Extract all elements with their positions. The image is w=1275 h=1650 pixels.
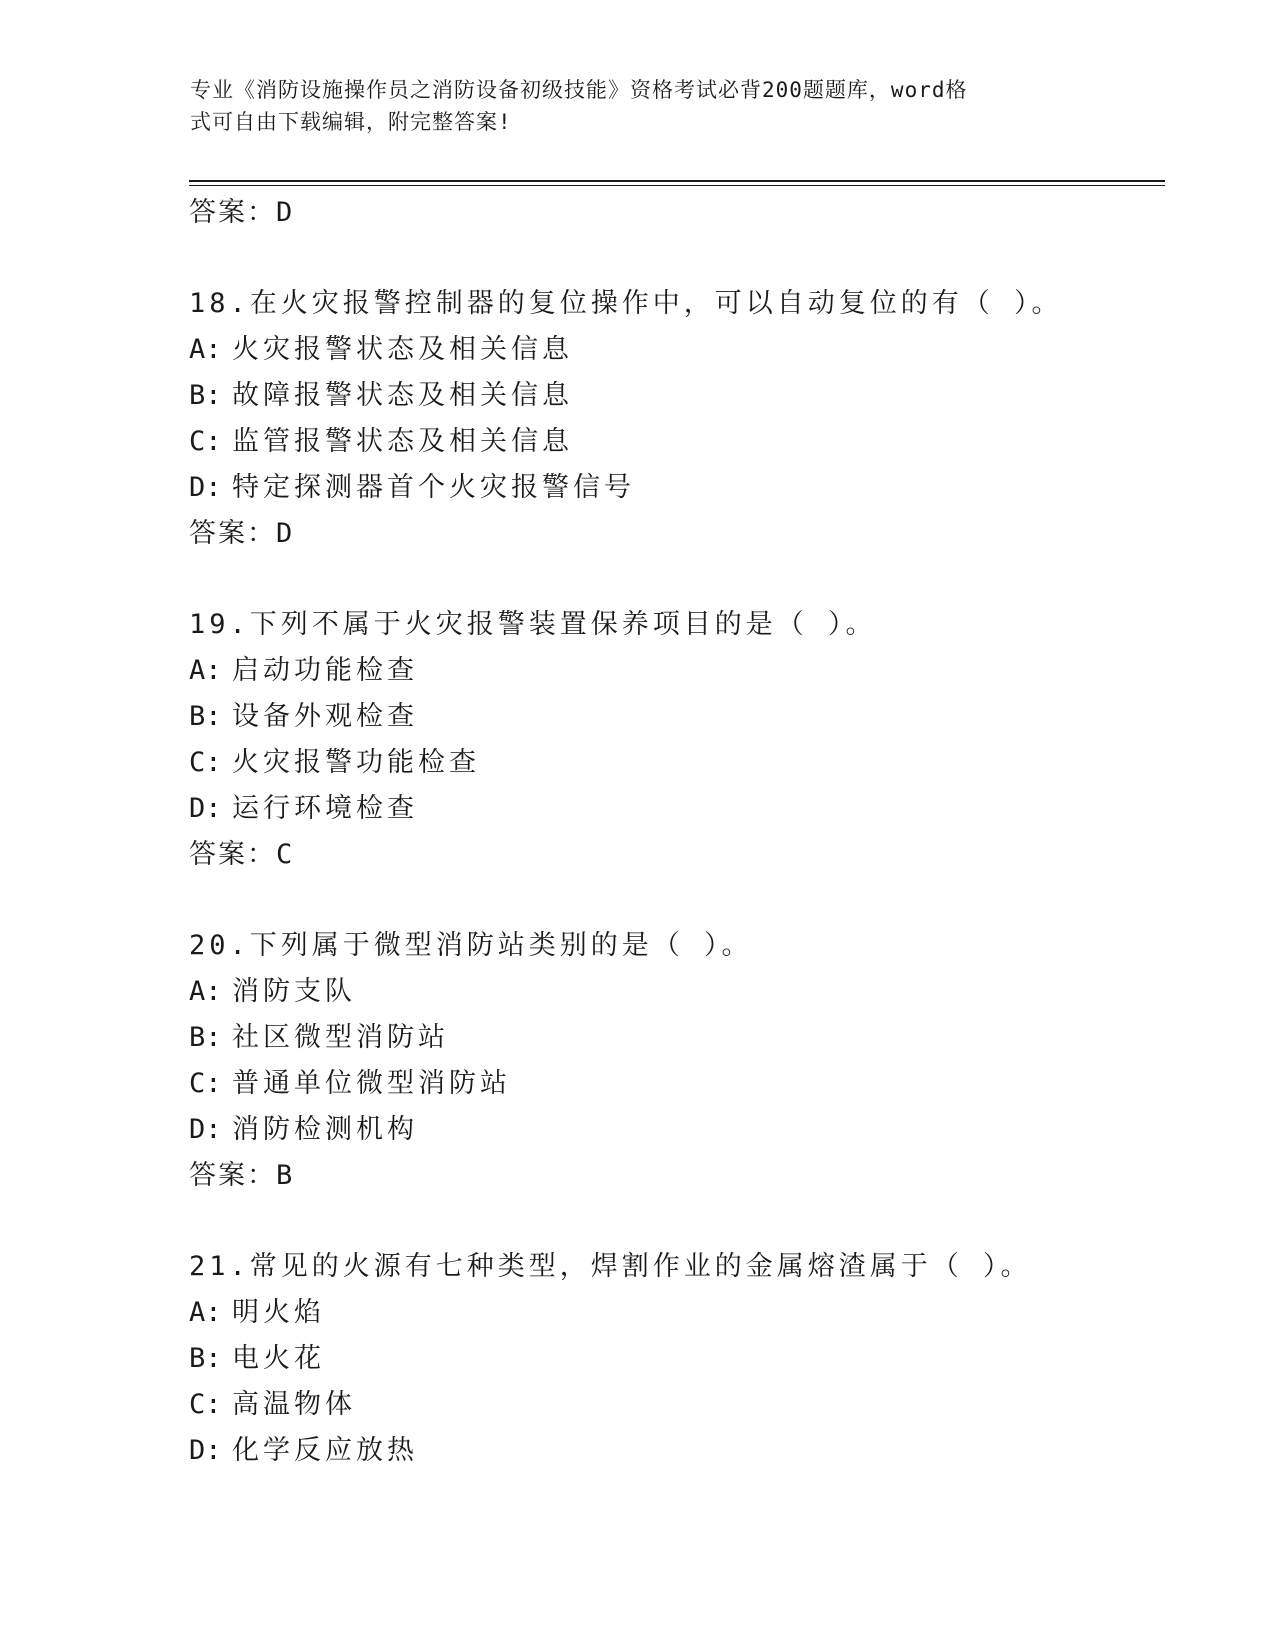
option-c xyxy=(189,419,1169,465)
question-answer xyxy=(189,511,1169,557)
option-c xyxy=(189,740,1169,786)
option-letter: D: xyxy=(189,1114,222,1145)
option-a xyxy=(189,648,1169,694)
option-a xyxy=(189,969,1169,1015)
option-letter: B: xyxy=(189,1022,222,1053)
option-text: 火灾报警状态及相关信息 xyxy=(232,334,573,365)
option-text: 电火花 xyxy=(232,1343,325,1374)
option-a xyxy=(189,327,1169,373)
option-d xyxy=(189,1107,1169,1153)
option-letter: B: xyxy=(189,1343,222,1374)
option-b xyxy=(189,1015,1169,1061)
answer-value: D xyxy=(276,197,295,228)
question-20 xyxy=(189,923,1169,1199)
option-b xyxy=(189,694,1169,740)
option-text: 高温物体 xyxy=(232,1389,356,1420)
answer-value: C xyxy=(276,839,295,870)
option-text: 消防检测机构 xyxy=(232,1114,418,1145)
question-stem: 20.下列属于微型消防站类别的是（ ）。 xyxy=(189,930,753,961)
answer-label: 答案： xyxy=(189,518,276,549)
option-letter: D: xyxy=(189,1435,222,1466)
answer-label: 答案： xyxy=(189,839,276,870)
option-letter: A: xyxy=(189,334,222,365)
option-text: 运行环境检查 xyxy=(232,793,418,824)
option-text: 社区微型消防站 xyxy=(232,1022,449,1053)
answer-label: 答案： xyxy=(189,1160,276,1191)
option-text: 消防支队 xyxy=(232,976,356,1007)
answer-value: D xyxy=(276,518,295,549)
question-stem: 19.下列不属于火灾报警装置保养项目的是（ ）。 xyxy=(189,609,877,640)
option-letter: C: xyxy=(189,747,222,778)
option-letter: D: xyxy=(189,793,222,824)
question-18 xyxy=(189,281,1169,557)
question-stem: 18.在火灾报警控制器的复位操作中，可以自动复位的有（ ）。 xyxy=(189,288,1063,319)
option-text: 故障报警状态及相关信息 xyxy=(232,380,573,411)
document-header xyxy=(190,74,1090,138)
option-letter: D: xyxy=(189,472,222,503)
header-divider-thick xyxy=(189,180,1165,182)
option-letter: A: xyxy=(189,976,222,1007)
option-text: 启动功能检查 xyxy=(232,655,418,686)
question-list xyxy=(189,190,1169,1474)
option-d xyxy=(189,1428,1169,1474)
option-letter: B: xyxy=(189,701,222,732)
answer-label: 答案： xyxy=(189,197,276,228)
option-text: 普通单位微型消防站 xyxy=(232,1068,511,1099)
question-19 xyxy=(189,602,1169,878)
option-text: 火灾报警功能检查 xyxy=(232,747,480,778)
header-divider-thin xyxy=(189,185,1165,186)
header-line-2: 式可自由下载编辑，附完整答案! xyxy=(190,110,512,134)
option-letter: B: xyxy=(189,380,222,411)
option-text: 监管报警状态及相关信息 xyxy=(232,426,573,457)
question-stem: 21.常见的火源有七种类型，焊割作业的金属熔渣属于（ ）。 xyxy=(189,1251,1032,1282)
option-letter: C: xyxy=(189,1389,222,1420)
option-d xyxy=(189,786,1169,832)
option-letter: A: xyxy=(189,1297,222,1328)
option-b xyxy=(189,1336,1169,1382)
question-answer xyxy=(189,832,1169,878)
option-b xyxy=(189,373,1169,419)
option-c xyxy=(189,1061,1169,1107)
option-text: 设备外观检查 xyxy=(232,701,418,732)
option-d xyxy=(189,465,1169,511)
option-c xyxy=(189,1382,1169,1428)
option-a xyxy=(189,1290,1169,1336)
option-letter: C: xyxy=(189,426,222,457)
option-letter: C: xyxy=(189,1068,222,1099)
question-answer xyxy=(189,1153,1169,1199)
option-text: 化学反应放热 xyxy=(232,1435,418,1466)
option-text: 明火焰 xyxy=(232,1297,325,1328)
header-line-1: 专业《消防设施操作员之消防设备初级技能》资格考试必背200题题库，word格 xyxy=(190,78,968,102)
question-21 xyxy=(189,1244,1169,1474)
option-text: 特定探测器首个火灾报警信号 xyxy=(232,472,635,503)
previous-answer xyxy=(189,190,1169,236)
option-letter: A: xyxy=(189,655,222,686)
answer-value: B xyxy=(276,1160,295,1191)
